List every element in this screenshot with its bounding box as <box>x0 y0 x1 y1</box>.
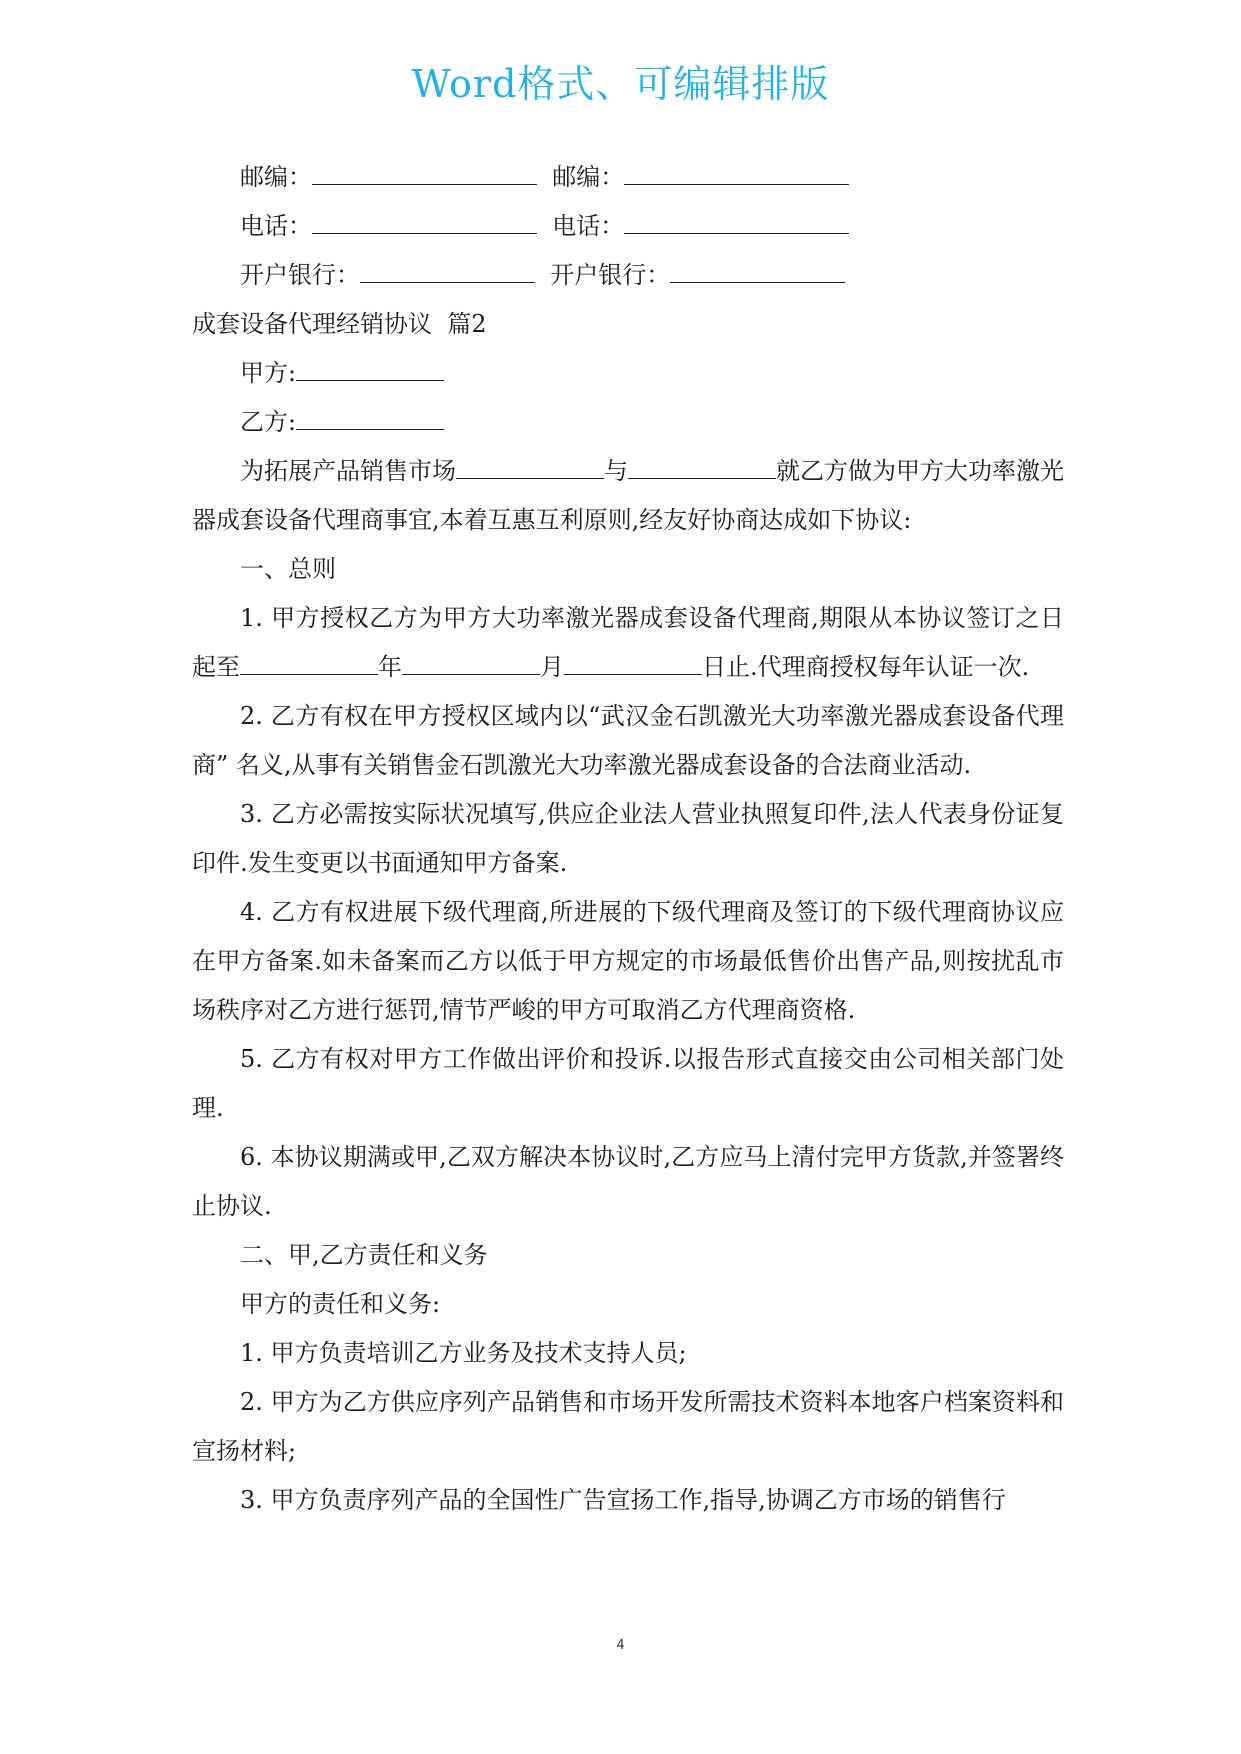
clause-1-blank-day <box>564 654 702 675</box>
party-a-blank <box>296 360 444 381</box>
section-title: 成套设备代理经销协议 篇2 <box>192 310 487 338</box>
party-a-row <box>192 349 1064 398</box>
postcode-label-a: 邮编： <box>240 163 312 191</box>
phone-label-b: 电话： <box>552 212 625 240</box>
clause-6: 6. 本协议期满或甲,乙双方解决本协议时,乙方应马上清付完甲方货款,并签署终止协议. <box>192 1143 1064 1220</box>
postcode-row <box>192 153 1064 202</box>
bank-label-a: 开户银行： <box>240 261 360 289</box>
duty-3: 3. 甲方负责序列产品的全国性广告宣扬工作,指导,协调乙方市场的销售行 <box>240 1486 1006 1514</box>
clause-1-year-label: 年 <box>378 653 402 681</box>
intro-paragraph <box>192 447 1064 545</box>
clause-5: 5. 乙方有权对甲方工作做出评价和投诉.以报告形式直接交由公司相关部门处理. <box>192 1045 1064 1122</box>
bank-blank-a <box>360 262 535 283</box>
page-header-title: Word格式、可编辑排版 <box>411 62 830 106</box>
intro-text-2: 与 <box>604 457 628 485</box>
duty-1: 1. 甲方负责培训乙方业务及技术支持人员; <box>240 1339 687 1367</box>
party-b-row <box>192 398 1064 447</box>
bank-row <box>192 251 1064 300</box>
intro-blank-1 <box>456 458 604 479</box>
party-b-label: 乙方: <box>240 408 297 436</box>
phone-blank-b <box>624 213 849 234</box>
clause-3: 3. 乙方必需按实际状况填写,供应企业法人营业执照复印件,法人代表身份证复印件.发生变更以书面通知甲方备案. <box>192 800 1064 877</box>
clause-2: 2. 乙方有权在甲方授权区域内以“武汉金石凯激光大功率激光器成套设备代理商” 名义,从事有关销售金石凯激光大功率激光器成套设备的合法商业活动. <box>192 702 1064 779</box>
intro-text-3: 就乙方做为甲方大功率激光器成套设备代理商事宜,本着互惠互利原则,经友好协商达成如下协议: <box>192 457 1064 534</box>
bank-blank-b <box>670 262 845 283</box>
phone-blank-a <box>312 213 537 234</box>
postcode-label-b: 邮编： <box>552 163 625 191</box>
postcode-blank-a <box>312 164 537 185</box>
clause-1 <box>192 594 1064 692</box>
clause-1-blank-month <box>402 654 540 675</box>
clause-1-text-1: 1. 甲方授权乙方为甲方大功率激光器成套设备代理商,期限从本协议签订之日起至 <box>192 604 1064 681</box>
clause-4: 4. 乙方有权进展下级代理商,所进展的下级代理商及签订的下级代理商协议应在甲方备案.如未备案而乙方以低于甲方规定的市场最低售价出售产品,则按扰乱市场秩序对乙方进行惩罚,情节严峻的甲方可取消乙方代理商资格. <box>192 898 1064 1024</box>
party-b-blank <box>296 409 444 430</box>
intro-blank-2 <box>628 458 776 479</box>
postcode-blank-b <box>624 164 849 185</box>
page-number: 4 <box>616 1638 625 1653</box>
section2-heading: 二、甲,乙方责任和义务 <box>240 1241 488 1269</box>
phone-label-a: 电话： <box>240 212 312 240</box>
clause-1-text-2: 日止.代理商授权每年认证一次. <box>702 653 1030 681</box>
bank-label-b: 开户银行： <box>550 261 671 289</box>
intro-text-1: 为拓展产品销售市场 <box>240 457 456 485</box>
section1-heading: 一、总则 <box>240 555 336 583</box>
document-body <box>192 153 1064 1525</box>
duties-heading: 甲方的责任和义务: <box>240 1290 441 1318</box>
party-a-label: 甲方: <box>240 359 297 387</box>
duty-2: 2. 甲方为乙方供应序列产品销售和市场开发所需技术资料本地客户档案资料和宣扬材料; <box>192 1388 1064 1465</box>
clause-1-month-label: 月 <box>540 653 564 681</box>
clause-1-blank-year <box>240 654 378 675</box>
phone-row <box>192 202 1064 251</box>
